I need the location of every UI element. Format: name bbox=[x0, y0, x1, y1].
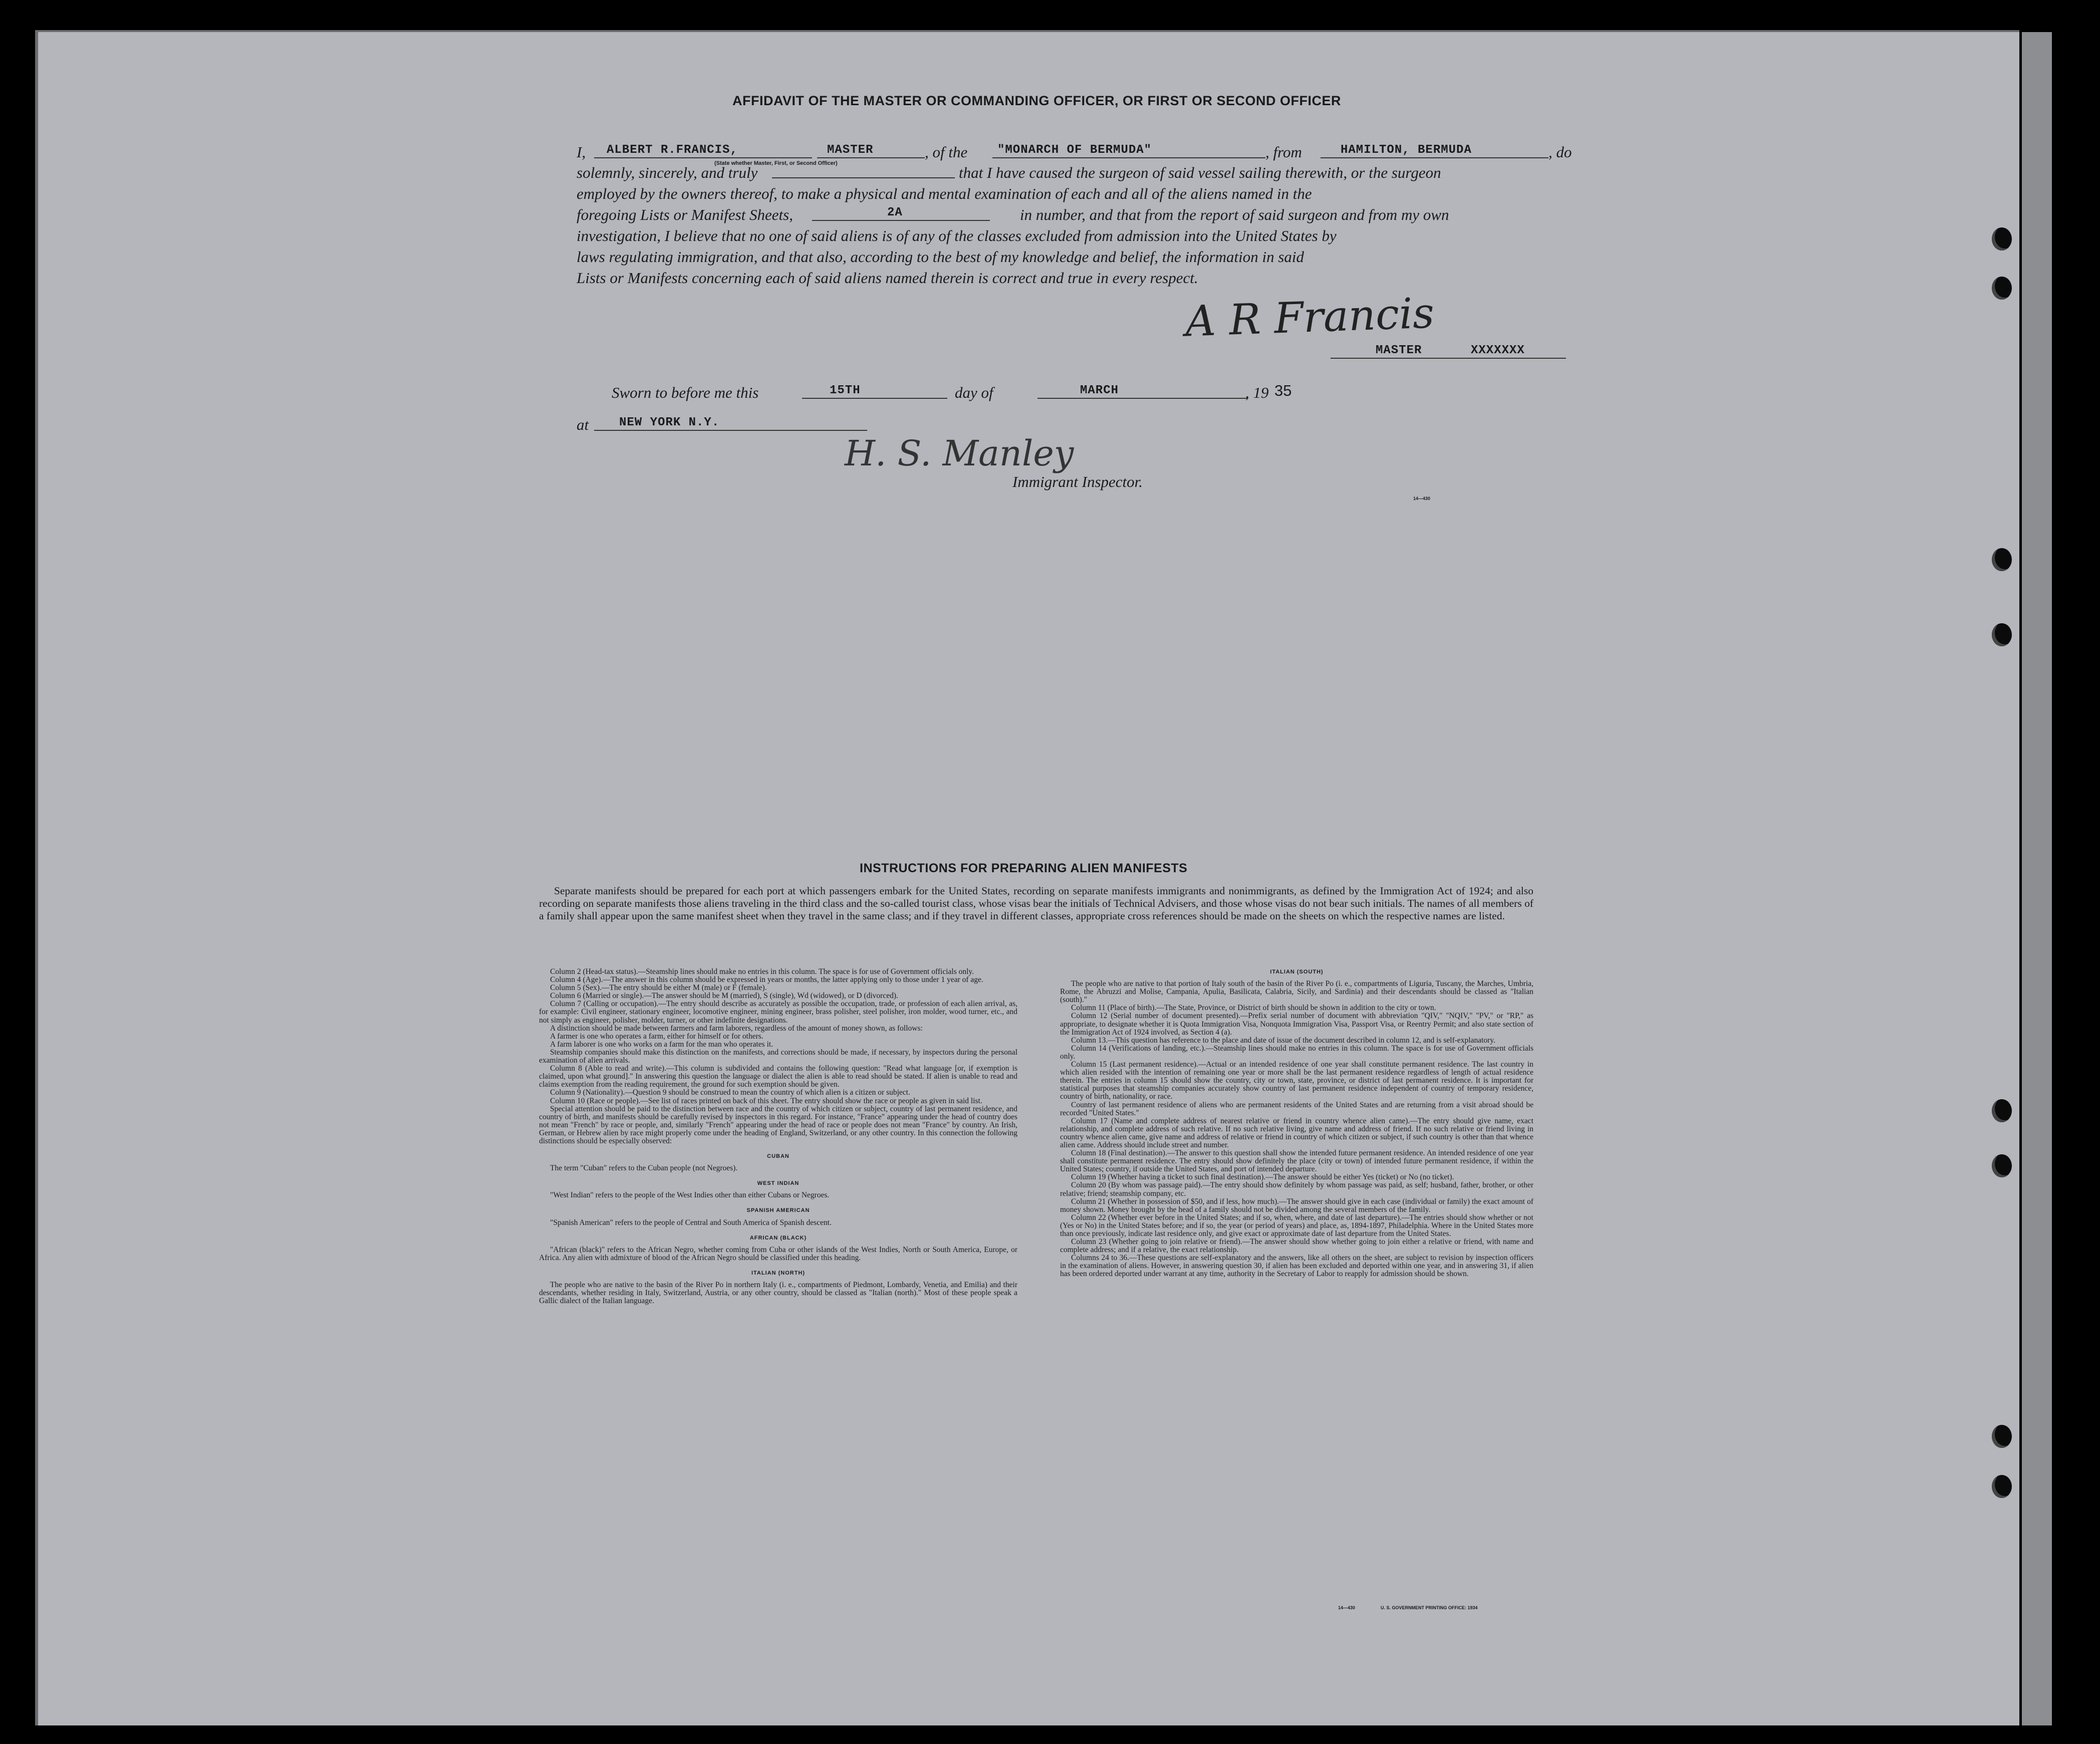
spanish-american-paragraph: "Spanish American" refers to the people of Central and South America of Spanish descent. bbox=[550, 1218, 832, 1227]
instructions-title: INSTRUCTIONS FOR PREPARING ALIEN MANIFESTS bbox=[860, 861, 1188, 875]
right-paragraph: Column 11 (Place of birth).—The State, Province, or District of birth should be shown in addition to the city or town. bbox=[1071, 1004, 1436, 1013]
left-paragraph: Column 7 (Calling or occupation).—The entry should describe as accurately as possible the occupation, trade, or profession of each alien arrival, as, for example: Civil engineer, stationary engineer, locomotive engineer, mining engineer, brass polisher, steel polisher, iron molder, wood turner, etc., and not simply as engineer, polisher, molder, turner, or other indefinite designations. bbox=[539, 1000, 1017, 1025]
punch-hole bbox=[1992, 1475, 2012, 1498]
sworn-label: Sworn to before me this bbox=[612, 384, 759, 401]
affidavit-line4b: in number, and that from the report of said surgeon and from my own bbox=[1020, 206, 1449, 223]
punch-hole bbox=[1992, 277, 2012, 300]
left-paragraph: Column 10 (Race or people).—See list of races printed on back of this sheet. The entry should show the race or people as given in said list. bbox=[550, 1096, 982, 1105]
master-signature: A R Francis bbox=[1184, 288, 1435, 346]
footer-printer: U. S. GOVERNMENT PRINTING OFFICE: 1934 bbox=[1381, 1605, 1478, 1610]
footer-form-number: 14—430 bbox=[1338, 1605, 1356, 1610]
rank-blank bbox=[817, 157, 925, 158]
heading-italian-south: ITALIAN (SOUTH) bbox=[1270, 969, 1324, 975]
instructions-intro: Separate manifests should be prepared for each port at which passengers embark for the United States, recording on separate manifests immigrants and nonimmigrants, as defined by the Immigration Act of 1924; and also recording on separate manifests those aliens traveling in the third class and the so-called tourist class, whose visas bear the initials of Technical Advisers, and those whose visas do not bear such initials. The names of all members of a family shall appear upon the same manifest sheet when they travel in the same class; and if they travel in different classes, appropriate cross references should be made on the sheets on which the respective names are listed. bbox=[539, 885, 1533, 922]
instructions-right-column bbox=[1060, 968, 1533, 1279]
master-name: ALBERT R.FRANCIS, bbox=[607, 143, 738, 157]
right-paragraph: Country of last permanent residence of aliens who are permanent residents of the United States and are returning from a visit abroad should be recorded "United States." bbox=[1060, 1100, 1533, 1117]
affidavit-line6: laws regulating immigration, and that also, according to the best of my knowledge and belief, the information in said bbox=[577, 248, 1304, 266]
signature-blank bbox=[1331, 358, 1566, 359]
left-paragraph: Column 6 (Married or single).—The answer should be M (married), S (single), Wd (widowed), or D (divorced). bbox=[550, 991, 898, 1001]
cuban-paragraph: The term "Cuban" refers to the Cuban people (not Negroes). bbox=[550, 1164, 738, 1173]
punch-hole bbox=[1992, 548, 2012, 571]
at-label: at bbox=[577, 416, 589, 433]
right-paragraph: Column 18 (Final destination).—The answer to this question shall show the intended future permanent residence. An intended residence of one year shall constitute permanent residence. The entry should show definitely the place (city or town) of intended future permanent residence, if within the United States; country, if outside the United States, and port of intended departure. bbox=[1060, 1149, 1533, 1174]
punch-hole bbox=[1992, 1425, 2012, 1448]
affidavit-line2b: that I have caused the surgeon of said vessel sailing therewith, or the surgeon bbox=[959, 164, 1441, 181]
of-the-label: , of the bbox=[925, 143, 968, 161]
heading-cuban: CUBAN bbox=[767, 1153, 790, 1160]
left-paragraph: Column 5 (Sex).—The entry should be either M (male) or F (female). bbox=[550, 983, 767, 992]
left-paragraph: A distinction should be made between farmers and farm laborers, regardless of the amount of money shown, as follows: bbox=[550, 1024, 923, 1033]
sworn-day-blank bbox=[802, 398, 947, 399]
sworn-month: MARCH bbox=[1080, 384, 1119, 397]
right-paragraph: Column 15 (Last permanent residence).—Actual or an intended residence of one year shall constitute permanent residence. The last country in which alien resided with the intention of remaining one year or more shall be the last permanent residence regardless of length of actual residence therein. The entries in column 15 should show the country, city or town, state, province, or district of last permanent residence. It is important for statistical purposes that steamship companies accurately show country of last permanent residence independent of country of temporary residence, country of birth, nationality, or race. bbox=[1060, 1060, 1533, 1101]
left-paragraph: Special attention should be paid to the distinction between race and the country of which citizen or subject, country of last permanent residence, and country of birth, and manifests should be carefully revised by inspectors in this regard. For instance, "France" appearing under the head of country does not mean "French" by race or people, and, similarly "French" appearing under the head of race or people does not mean "France" by country. An Irish, German, or Hebrew alien by race might properly come under the heading of England, Switzerland, or any other country. In this connection the following distinctions should be especially observed: bbox=[539, 1104, 1017, 1145]
west-indian-paragraph: "West Indian" refers to the people of the West Indies other than either Cubans or Negroes. bbox=[550, 1191, 830, 1200]
punch-hole bbox=[1992, 1154, 2012, 1177]
oath-blank bbox=[772, 177, 955, 178]
punch-hole bbox=[1992, 623, 2012, 646]
affidavit-line4a: foregoing Lists or Manifest Sheets, bbox=[577, 206, 793, 223]
right-paragraph: Column 20 (By whom was passage paid).—The entry should show definitely by whom passage was paid, as self; husband, father, brother, or other relative; friend; steamship company, etc. bbox=[1060, 1181, 1533, 1198]
rank-note: (State whether Master, First, or Second Officer) bbox=[714, 160, 838, 166]
sworn-location: NEW YORK N.Y. bbox=[619, 416, 720, 429]
right-paragraph: Column 19 (Whether having a ticket to such final destination).—The answer should be either Yes (ticket) or No (no ticket). bbox=[1071, 1173, 1454, 1182]
affidavit-line3: employed by the owners thereof, to make a physical and mental examination of each and all of the aliens named in the bbox=[577, 185, 1312, 202]
vessel-blank bbox=[992, 157, 1265, 158]
port-blank bbox=[1321, 157, 1548, 158]
year-suffix: 35 bbox=[1274, 382, 1292, 399]
location-blank bbox=[594, 430, 867, 431]
sheet-count: 2A bbox=[887, 206, 903, 219]
italian-north-paragraph: The people who are native to the basin of the River Po in northern Italy (i. e., compartments of Piedmont, Lombardy, Venetia, and Emilia) and their descendants, whether residing in Italy, Switzerland, Austria, or any other country, should be classed as "Italian (north)." Most of these people speak a Gallic dialect of the Italian language. bbox=[539, 1281, 1017, 1306]
punch-hole bbox=[1992, 1099, 2012, 1122]
sworn-day: 15TH bbox=[830, 384, 861, 397]
left-paragraph: Column 2 (Head-tax status).—Steamship lines should make no entries in this column. The space is for use of Government officials only. bbox=[550, 967, 974, 976]
left-paragraph: Column 8 (Able to read and write).—This column is subdivided and contains the following question: "Read what language [or, if exemption is claimed, upon what ground]." In answering this question the language or dialect the alien is able to read should be stated. If alien is unable to read and claims exemption from the reading requirement, the ground for such exemption should be given. bbox=[539, 1064, 1017, 1089]
affidavit-title: AFFIDAVIT OF THE MASTER OR COMMANDING OFFICER, OR FIRST OR SECOND OFFICER bbox=[732, 93, 1341, 108]
left-paragraph: A farmer is one who operates a farm, either for himself or for others. bbox=[550, 1032, 763, 1041]
right-paragraph: The people who are native to that portion of Italy south of the basin of the River Po (i. e., compartments of Liguria, Tuscany, the Marches, Umbria, Rome, the Abruzzi and Molise, Campania, Apulia, Basilicata, Calabria, Sicily, and Sardinia) and their descendants should be classed as "Italian (south)." bbox=[1060, 979, 1533, 1005]
heading-spanish-american: SPANISH AMERICAN bbox=[746, 1207, 810, 1214]
from-label: , from bbox=[1265, 143, 1302, 161]
signature-title: MASTER bbox=[1376, 344, 1422, 357]
port-name: HAMILTON, BERMUDA bbox=[1341, 143, 1472, 157]
left-paragraph: A farm laborer is one who works on a farm for the man who operates it. bbox=[550, 1040, 773, 1049]
signature-struck: XXXXXXX bbox=[1471, 344, 1525, 357]
right-paragraph: Column 12 (Serial number of document presented).—Prefix serial number of document with abbreviation "QIV," "NQIV," "PV," or "RP," as appropriate, to designate whether it is Quota Immigration Visa, Nonquota Immigration Visa, Passport Visa, or Reentry Permit; and also state section of the Immigration Act of 1924 involved, as Section 4 (a). bbox=[1060, 1012, 1533, 1037]
affidavit-line2a: solemnly, sincerely, and truly bbox=[577, 164, 758, 181]
inspector-signature: H. S. Manley bbox=[845, 433, 1074, 474]
vessel-name: "MONARCH OF BERMUDA" bbox=[997, 143, 1152, 157]
left-paragraph: Column 4 (Age).—The answer in this column should be expressed in years or months, the latter applying only to those under 1 year of age. bbox=[550, 975, 983, 984]
binding-rail bbox=[2022, 32, 2052, 1725]
day-of-label: day of bbox=[955, 384, 993, 401]
heading-african: AFRICAN (BLACK) bbox=[749, 1234, 807, 1241]
name-blank bbox=[594, 157, 812, 158]
right-paragraph: Column 23 (Whether going to join relative or friend).—The answer should show whether going to join either a relative or friend, with name and complete address; and if a relative, the exact relationship. bbox=[1060, 1237, 1533, 1255]
right-paragraph: Columns 24 to 36.—These questions are self-explanatory and the answers, like all others on the sheet, are subject to revision by inspection officers in the examination of aliens. However, in answering question 30, if alien has been excluded and deported within one year, and in answering 31, if alien has been ordered deported under warrant at any time, authority in the Secretary of Labor to reapply for admission should be shown. bbox=[1060, 1254, 1533, 1279]
inspector-title: Immigrant Inspector. bbox=[1012, 473, 1143, 490]
manifest-sheet bbox=[35, 30, 2019, 1725]
heading-west-indian: WEST INDIAN bbox=[757, 1180, 800, 1187]
left-paragraph: Steamship companies should make this distinction on the manifests, and corrections should be made, if necessary, by inspectors during the personal examination of alien arrivals. bbox=[539, 1048, 1017, 1065]
right-paragraph: Column 17 (Name and complete address of nearest relative or friend in country whence alien came).—The entry should give name, exact relationship, and complete address of such relative. If no such relative living, give name and address of friend. If no such relative or friend living in country whence alien came, give name and address of relative or friend in country of which citizen or subject, if such country is other than that whence alien came. Address should include street and number. bbox=[1060, 1116, 1533, 1149]
left-paragraph: Column 9 (Nationality).—Question 9 should be construed to mean the country of which alien is a citizen or subject. bbox=[550, 1088, 910, 1097]
instructions-left-column bbox=[539, 968, 1017, 1305]
african-paragraph: "African (black)" refers to the African Negro, whether coming from Cuba or other islands of the West Indies, North or South America, Europe, or Africa. Any alien with admixture of blood of the African Negro should be classified under this heading. bbox=[539, 1245, 1017, 1262]
heading-italian-north: ITALIAN (NORTH) bbox=[751, 1270, 806, 1276]
right-paragraph: Column 22 (Whether ever before in the United States; and if so, when, where, and date of last departure).—The entries should show whether or not (Yes or No) in the United States before; and if so, the year (or period of years) and place, as, 1894-1897, Philadelphia. Where in the United States more than once previously, indicate last residence only, and give exact or approximate date of last departure from the United States. bbox=[1060, 1213, 1533, 1238]
punch-hole bbox=[1992, 227, 2012, 251]
affidavit-line7: Lists or Manifests concerning each of said aliens named therein is correct and true in every respect. bbox=[577, 269, 1198, 287]
sheet-count-blank bbox=[812, 220, 990, 221]
right-paragraph: Column 14 (Verifications of landing, etc.).—Steamship lines should make no entries in this column. The space is for use of Government officials only. bbox=[1060, 1044, 1533, 1061]
do-label: , do bbox=[1548, 143, 1572, 161]
affidavit-form-number: 14—430 bbox=[1413, 496, 1431, 501]
affidavit-i: I, bbox=[577, 143, 586, 161]
affidavit-line5: investigation, I believe that no one of said aliens is of any of the classes excluded from admission into the United States by bbox=[577, 227, 1337, 244]
sworn-month-blank bbox=[1037, 398, 1248, 399]
right-paragraph: Column 21 (Whether in possession of $50, and if less, how much).—The answer should give in each case (individual or family) the exact amount of money shown. Money brought by the head of a family should not be divided among the several members of the family. bbox=[1060, 1197, 1533, 1214]
right-paragraph: Column 13.—This question has reference to the place and date of issue of the document described in column 12, and is self-explanatory. bbox=[1071, 1036, 1495, 1045]
master-rank: MASTER bbox=[827, 143, 874, 157]
year-prefix: , 19 bbox=[1245, 384, 1269, 401]
